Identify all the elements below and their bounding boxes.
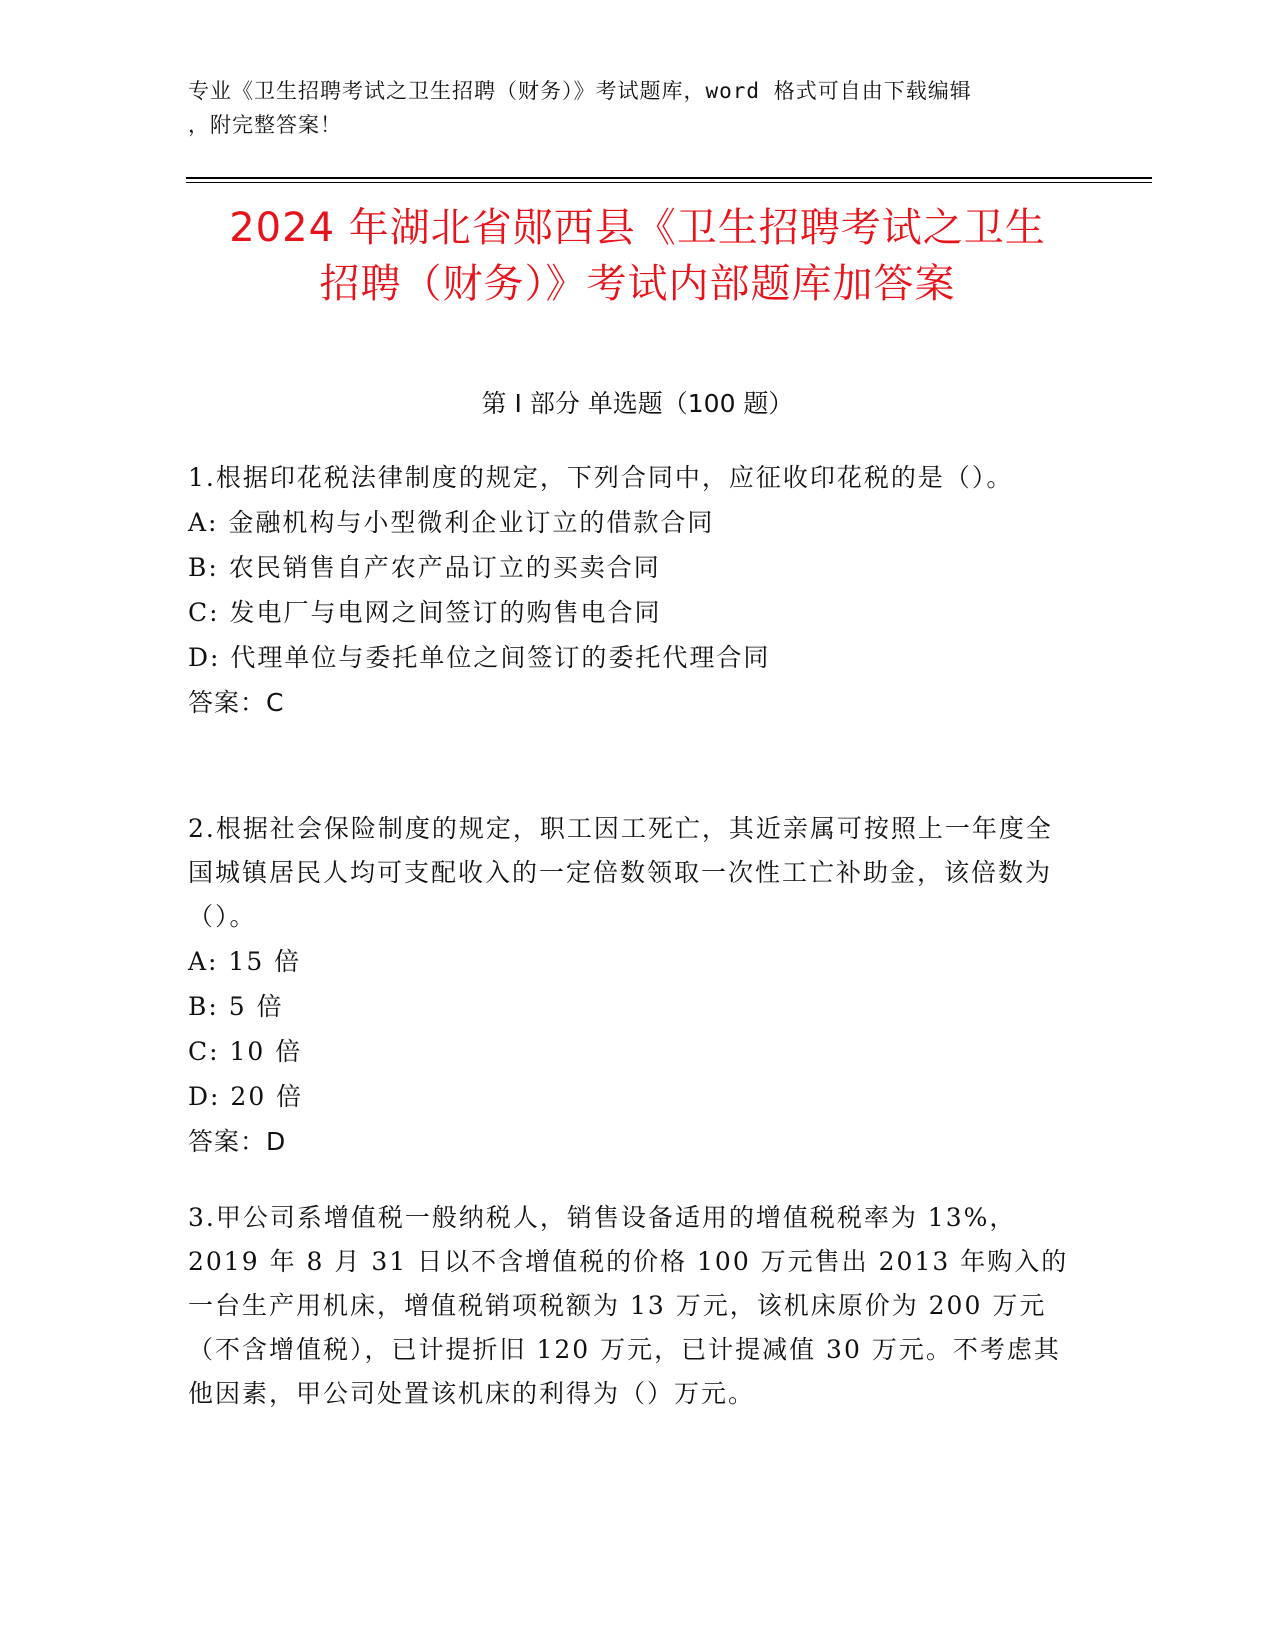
answer-label: 答案：C bbox=[188, 688, 285, 717]
question-2 bbox=[188, 807, 1078, 1164]
option-d: D: 20 倍 bbox=[188, 1082, 304, 1111]
header-note-line-2: ，附完整答案！ bbox=[188, 113, 342, 137]
question-stem: 2.根据社会保险制度的规定，职工因工死亡，其近亲属可按照上一年度全国城镇居民人均可支配收入的一定倍数领取一次性工亡补助金，该倍数为（）。 bbox=[188, 814, 1053, 931]
question-stem: 1.根据印花税法律制度的规定，下列合同中，应征收印花税的是（）。 bbox=[188, 463, 1014, 492]
section-heading: 第 I 部分 单选题（100 题） bbox=[481, 389, 794, 418]
question-3 bbox=[188, 1196, 1078, 1416]
option-c: C: 发电厂与电网之间签订的购售电合同 bbox=[188, 598, 662, 627]
question-stem: 3.甲公司系增值税一般纳税人，销售设备适用的增值税税率为 13%，2019 年 8 月 31 日以不含增值税的价格 100 万元售出 2013 年购入的一台生产用机床，增值税销项税额为 13 万元，该机床原价为 200 万元（不含增值税），已计提折旧 120 万元，已计提减值 30 万元。不考虑其他因素，甲公司处置该机床的利得为（）万元。 bbox=[188, 1203, 1069, 1408]
header-note-line-1: 专业《卫生招聘考试之卫生招聘（财务）》考试题库，word 格式可自由下载编辑 bbox=[188, 79, 972, 103]
answer-label: 答案：D bbox=[188, 1127, 287, 1156]
option-a: A: 金融机构与小型微利企业订立的借款合同 bbox=[188, 508, 715, 537]
option-d: D: 代理单位与委托单位之间签订的委托代理合同 bbox=[188, 643, 771, 672]
header-divider-thin bbox=[186, 182, 1152, 183]
option-a: A: 15 倍 bbox=[188, 947, 302, 976]
option-b: B: 5 倍 bbox=[188, 992, 284, 1021]
option-c: C: 10 倍 bbox=[188, 1037, 303, 1066]
document-title bbox=[170, 200, 1105, 312]
header-divider-thick bbox=[186, 177, 1152, 179]
header-note bbox=[188, 74, 1078, 142]
option-b: B: 农民销售自产农产品订立的买卖合同 bbox=[188, 553, 661, 582]
document-title-line-2: 招聘（财务）》考试内部题库加答案 bbox=[319, 261, 956, 307]
question-1 bbox=[188, 456, 1078, 725]
document-title-line-1: 2024 年湖北省郧西县《卫生招聘考试之卫生 bbox=[229, 205, 1046, 251]
